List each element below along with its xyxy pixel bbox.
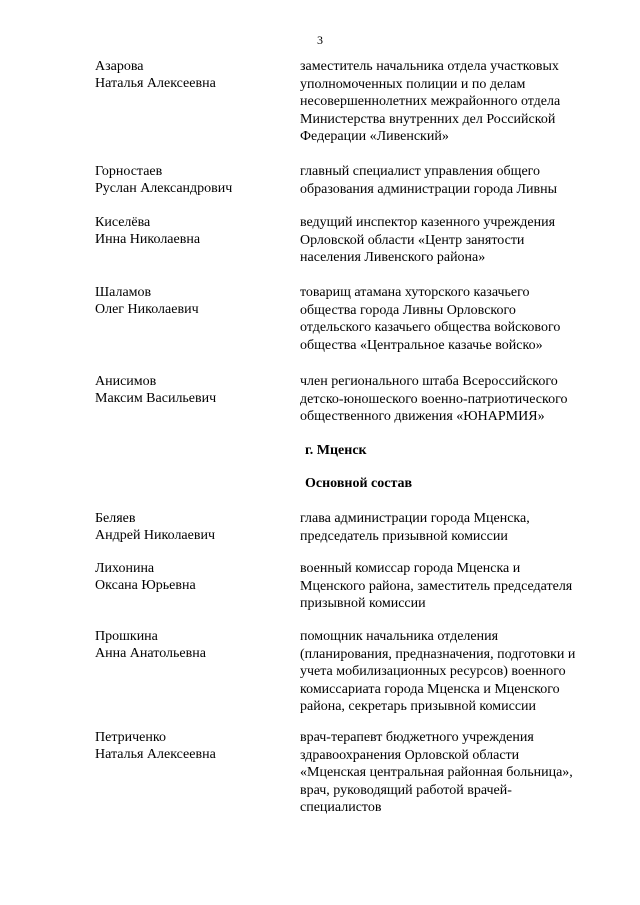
member-position	[300, 373, 600, 426]
position-line: Орловской области «Центр занятости	[300, 232, 525, 248]
member-name	[95, 729, 285, 763]
position-line: помощник начальника отделения	[300, 629, 499, 644]
position-line: отдельского казачьего общества войскового	[300, 320, 561, 335]
position-line: член регионального штаба Всероссийского	[300, 374, 558, 389]
position-line: товарищ атамана хуторского казачьего	[300, 285, 530, 300]
member-surname: Шаламов	[95, 285, 152, 300]
city-heading: г. Мценск	[305, 443, 367, 458]
member-name	[95, 373, 285, 407]
member-surname: Прошкина	[95, 629, 158, 644]
member-name	[95, 163, 285, 197]
member-surname: Горностаев	[95, 164, 163, 179]
member-surname: Азарова	[95, 59, 144, 74]
member-surname: Лихонина	[95, 561, 155, 576]
position-line: образования администрации города Ливны	[300, 181, 558, 197]
position-line: Министерства внутренних дел Российской	[300, 111, 556, 127]
member-name	[95, 284, 285, 318]
position-line: Федерации «Ливенский»	[300, 129, 449, 144]
member-given-names: Наталья Алексеевна	[95, 76, 216, 91]
position-line: председатель призывной комиссии	[300, 528, 508, 544]
position-line: «Мценская центральная районная больница»,	[300, 765, 573, 780]
member-surname: Анисимов	[95, 374, 157, 389]
position-line: здравоохранения Орловской области	[300, 747, 520, 763]
member-given-names: Наталья Алексеевна	[95, 747, 216, 762]
member-surname: Киселёва	[95, 215, 151, 230]
member-position	[300, 163, 600, 198]
member-given-names: Андрей Николаевич	[95, 528, 215, 543]
member-surname: Беляев	[95, 511, 136, 526]
member-name	[95, 510, 285, 544]
position-line: ведущий инспектор казенного учреждения	[300, 215, 556, 230]
position-line: Мценского района, заместитель председателя	[300, 578, 573, 594]
member-position	[300, 214, 600, 267]
position-line: учета мобилизационных ресурсов) военного	[300, 664, 566, 679]
position-line: призывной комиссии	[300, 596, 426, 611]
member-given-names: Анна Анатольевна	[95, 646, 206, 661]
position-line: заместитель начальника отдела участковых	[300, 59, 559, 74]
member-given-names: Максим Васильевич	[95, 391, 217, 406]
member-given-names: Олег Николаевич	[95, 302, 199, 317]
member-position	[300, 628, 600, 716]
member-position	[300, 284, 600, 354]
member-position	[300, 560, 600, 613]
position-line: военный комиссар города Мценска и	[300, 561, 521, 576]
member-given-names: Инна Николаевна	[95, 232, 201, 247]
position-line: специалистов	[300, 800, 382, 815]
member-position	[300, 510, 600, 545]
member-given-names: Оксана Юрьевна	[95, 578, 196, 593]
position-line: населения Ливенского района»	[300, 250, 486, 265]
position-line: общественного движения «ЮНАРМИЯ»	[300, 409, 545, 424]
position-line: (планирования, предназначения, подготовки и	[300, 646, 576, 662]
position-line: комиссариата города Мценска и Мценского	[300, 681, 560, 697]
member-name	[95, 214, 285, 248]
member-position	[300, 729, 600, 817]
position-line: врач-терапевт бюджетного учреждения	[300, 730, 534, 745]
position-line: несовершеннолетних межрайонного отдела	[300, 94, 561, 109]
position-line: района, секретарь призывной комиссии	[300, 699, 537, 714]
position-line: общества «Центральное казачье войско»	[300, 337, 543, 353]
position-line: глава администрации города Мценска,	[300, 511, 530, 526]
position-line: врач, руководящий работой врачей-	[300, 782, 512, 798]
page-number: 3	[317, 33, 323, 47]
position-line: уполномоченных полиции и по делам	[300, 76, 526, 92]
position-line: общества города Ливны Орловского	[300, 302, 516, 318]
member-surname: Петриченко	[95, 730, 166, 745]
member-position	[300, 58, 600, 146]
member-name	[95, 628, 285, 662]
member-given-names: Руслан Александрович	[95, 181, 233, 196]
section-heading: Основной состав	[305, 476, 413, 491]
position-line: главный специалист управления общего	[300, 164, 541, 179]
member-name	[95, 560, 285, 594]
position-line: детско-юношеского военно-патриотического	[300, 391, 568, 407]
member-name	[95, 58, 285, 92]
